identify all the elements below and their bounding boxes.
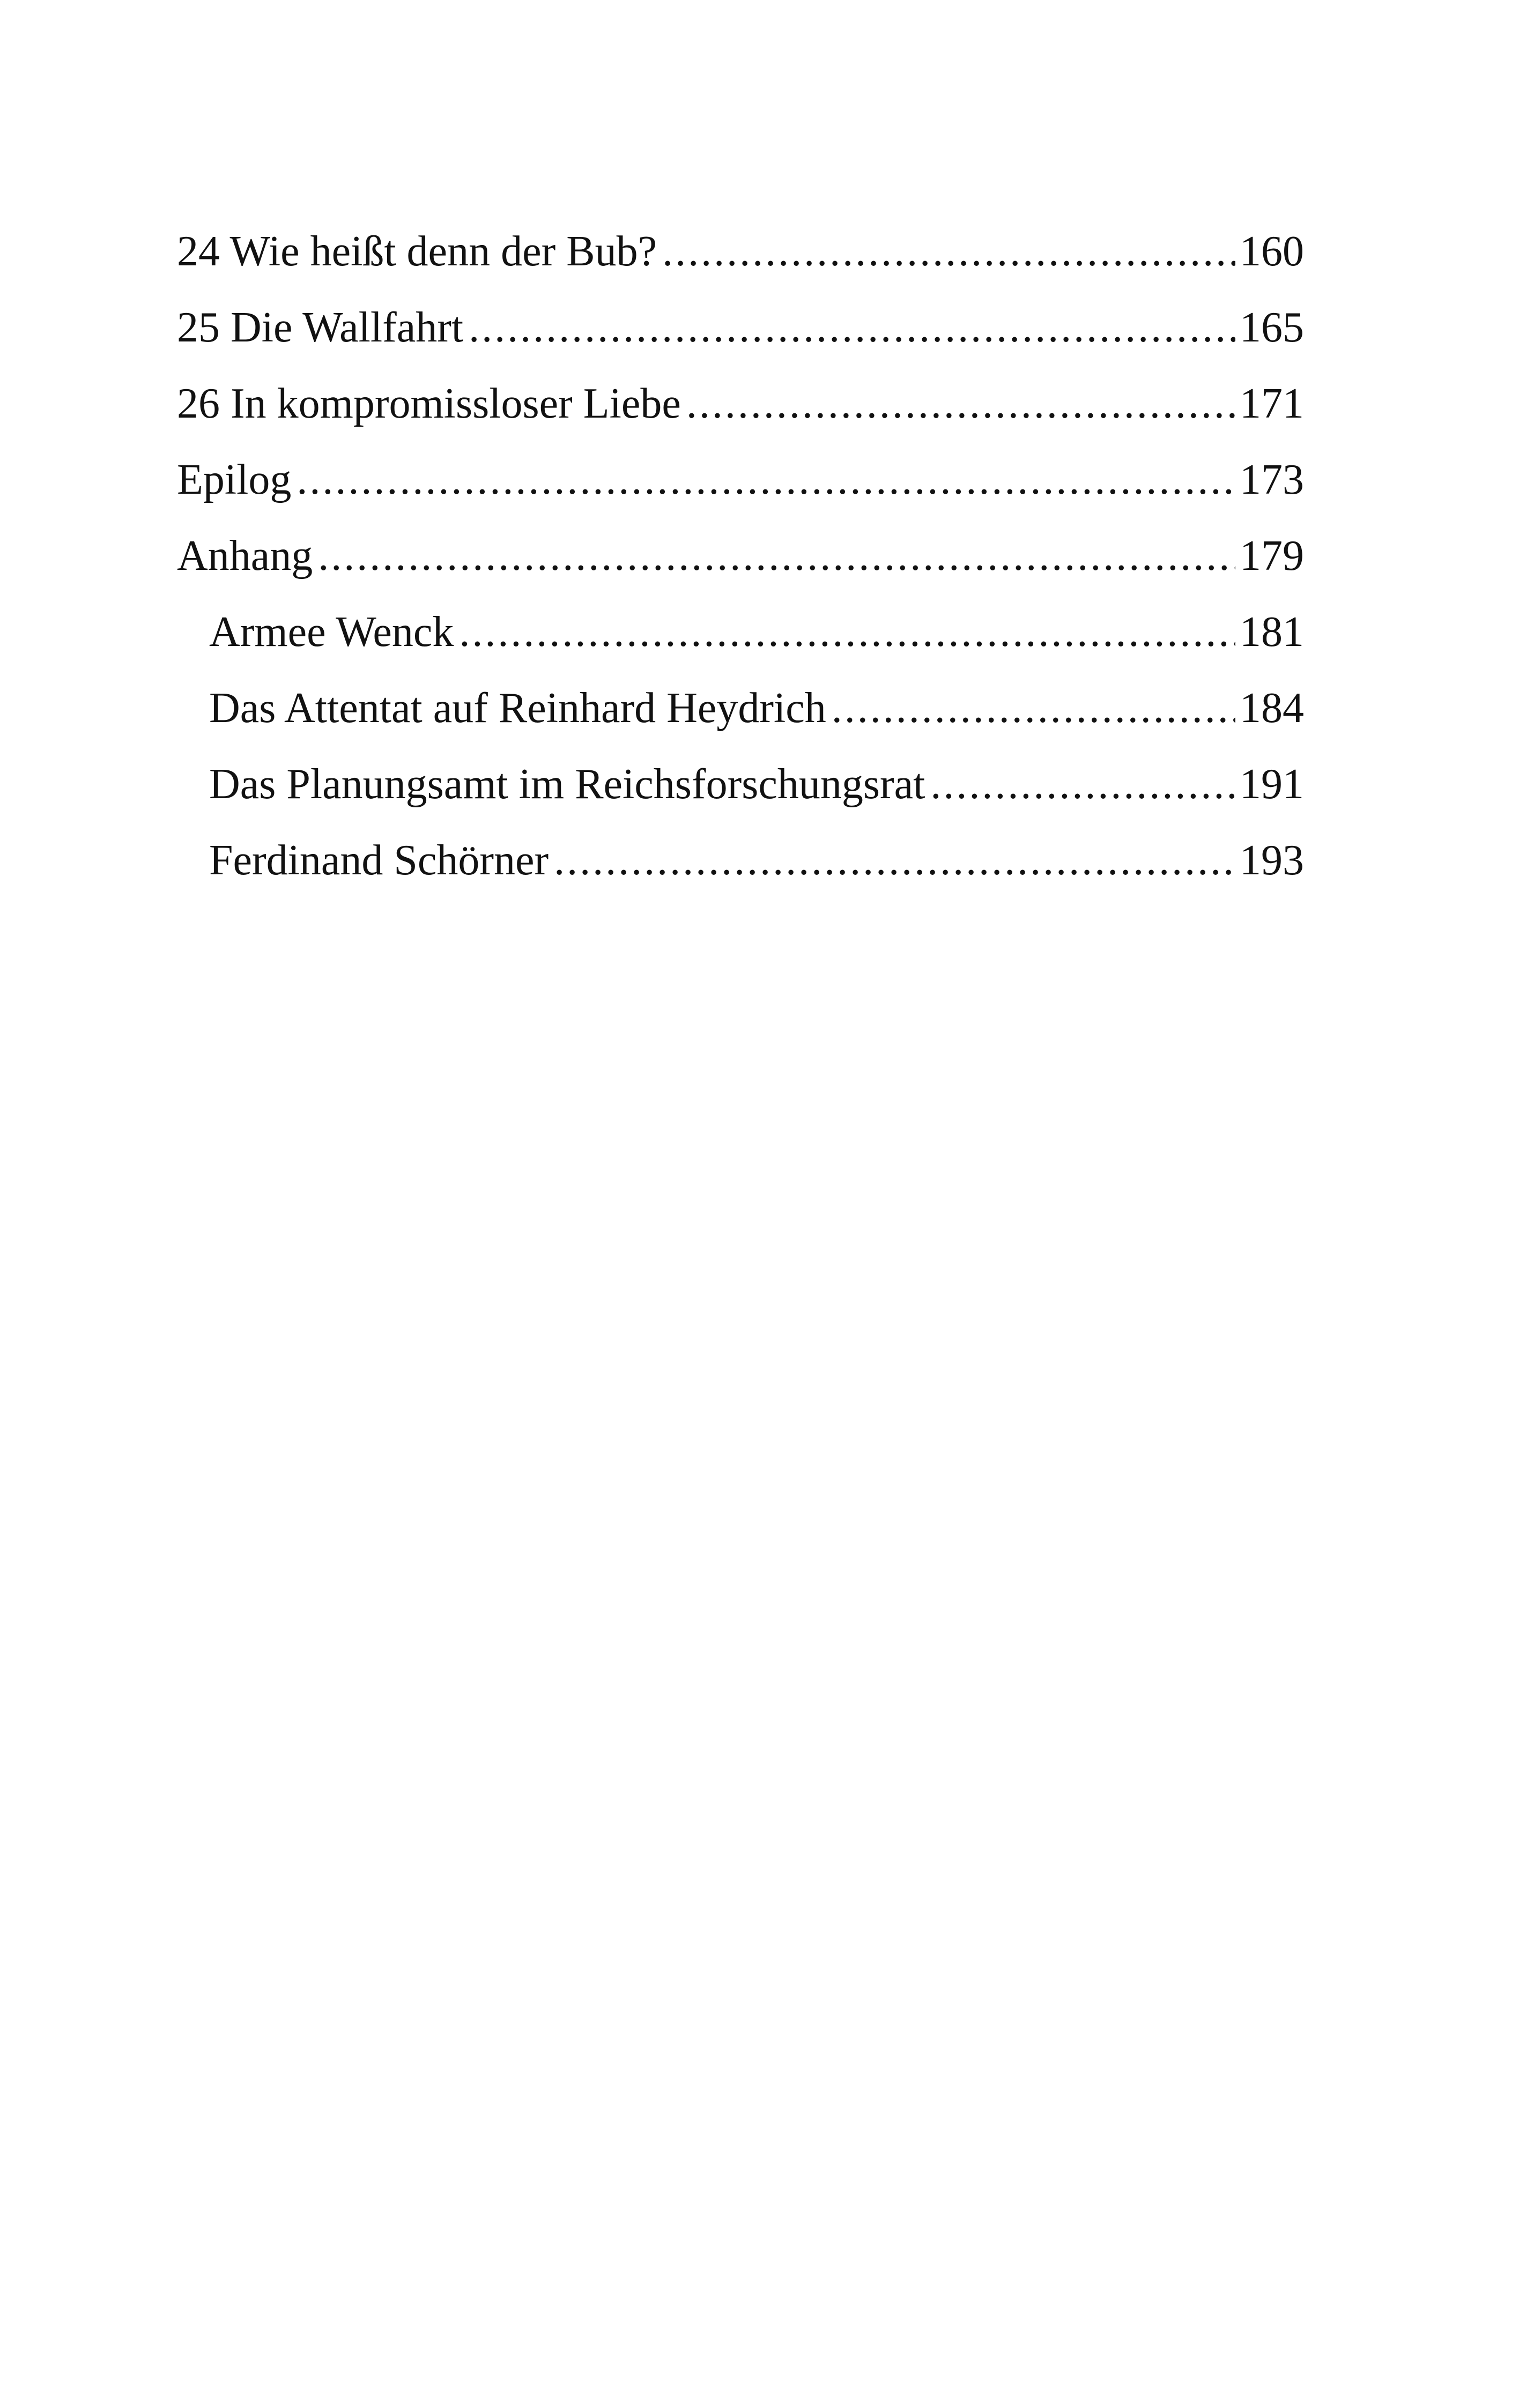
toc-entry-title: 26 In kompromissloser Liebe: [177, 380, 681, 427]
toc-entry-page: 193: [1240, 837, 1304, 884]
dot-leader: [930, 746, 1235, 822]
dot-leader: [686, 366, 1235, 442]
dot-leader: [469, 289, 1235, 366]
toc-entry-page: 184: [1240, 685, 1304, 732]
toc-entry-title: 24 Wie heißt denn der Bub?: [177, 228, 657, 275]
toc-subentry: [177, 746, 1304, 822]
toc-entry: [177, 442, 1304, 518]
toc-entry-title: Das Attentat auf Reinhard Heydrich: [209, 685, 826, 732]
toc-subentry: [177, 670, 1304, 746]
toc-entry-page: 179: [1240, 532, 1304, 579]
table-of-contents: [177, 213, 1304, 898]
toc-entry-title: Epilog: [177, 456, 292, 503]
toc-entry: [177, 518, 1304, 594]
dot-leader: [832, 670, 1235, 746]
toc-entry-title: 25 Die Wallfahrt: [177, 304, 464, 351]
dot-leader: [459, 594, 1235, 670]
toc-entry-page: 160: [1240, 228, 1304, 275]
dot-leader: [318, 518, 1235, 594]
toc-entry-title: Armee Wenck: [209, 608, 454, 656]
toc-entry-page: 181: [1240, 608, 1304, 656]
toc-entry-title: Ferdinand Schörner: [209, 837, 549, 884]
toc-entry-page: 173: [1240, 456, 1304, 503]
toc-entry-page: 165: [1240, 304, 1304, 351]
toc-entry: [177, 289, 1304, 366]
toc-entry-title: Anhang: [177, 532, 313, 579]
toc-entry-page: 191: [1240, 761, 1304, 808]
toc-entry-title: Das Planungsamt im Reichsforschungsrat: [209, 761, 925, 808]
dot-leader: [297, 442, 1235, 518]
toc-entry-page: 171: [1240, 380, 1304, 427]
toc-subentry: [177, 594, 1304, 670]
toc-entry: [177, 366, 1304, 442]
dot-leader: [554, 822, 1235, 898]
toc-entry: [177, 213, 1304, 289]
toc-subentry: [177, 822, 1304, 898]
dot-leader: [662, 213, 1235, 289]
